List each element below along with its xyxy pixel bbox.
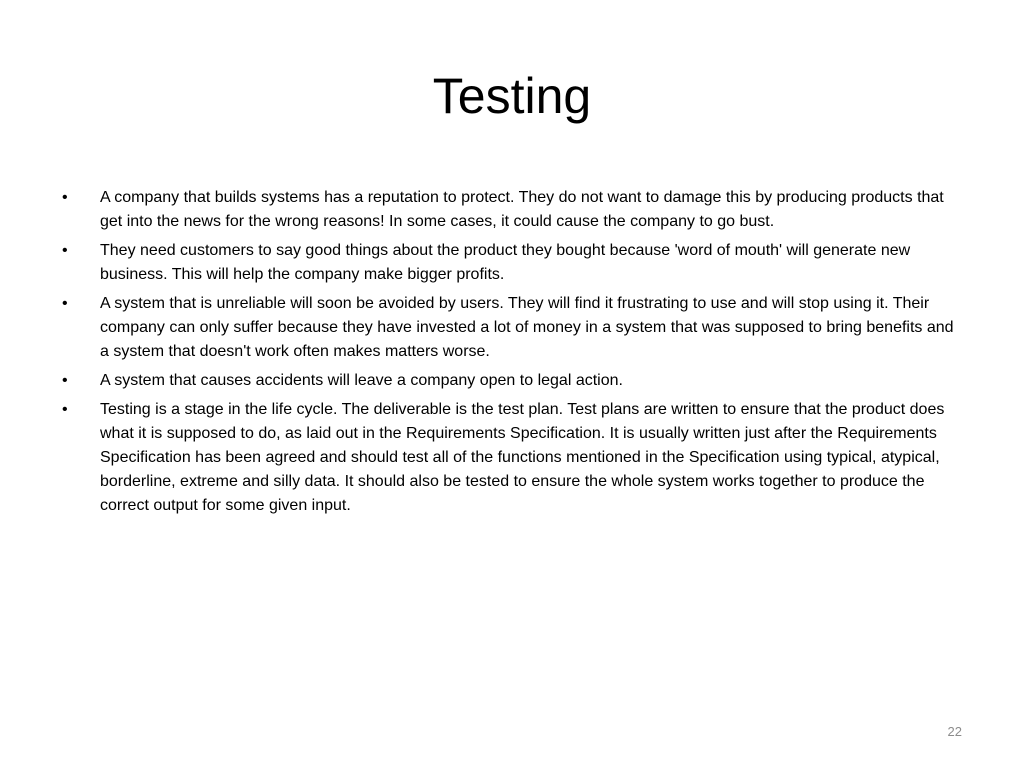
bullet-marker: • xyxy=(62,189,68,206)
bullet-text: They need customers to say good things about the product they bought because 'word of mouth' will generate new business. This will help the company make bigger profits. xyxy=(100,242,911,283)
bullet-item xyxy=(62,369,962,393)
bullet-marker: • xyxy=(62,242,68,259)
bullet-text: A system that causes accidents will leave a company open to legal action. xyxy=(100,372,623,389)
bullet-marker: • xyxy=(62,295,68,312)
bullet-text: A company that builds systems has a reputation to protect. They do not want to damage this by producing products that get into the news for the wrong reasons! In some cases, it could cause the company to go bust. xyxy=(100,189,944,230)
bullet-list xyxy=(62,186,962,523)
bullet-text: A system that is unreliable will soon be avoided by users. They will find it frustrating to use and will stop using it. Their company can only suffer because they have invested a lot of money in a system that was supposed to bring benefits and a system that doesn't work often makes matters worse. xyxy=(100,295,954,360)
bullet-item xyxy=(62,239,962,287)
bullet-item xyxy=(62,398,962,518)
bullet-text: Testing is a stage in the life cycle. The deliverable is the test plan. Test plans are written to ensure that the product does what it is supposed to do, as laid out in the Requirements Specification. It is usually written just after the Requirements Specification has been agreed and should test all of the functions mentioned in the Specification using typical, atypical, borderline, extreme and silly data. It should also be tested to ensure the whole system works together to produce the correct output for some given input. xyxy=(100,401,945,514)
bullet-marker: • xyxy=(62,401,68,418)
bullet-item xyxy=(62,186,962,234)
bullet-item xyxy=(62,292,962,364)
slide-title: Testing xyxy=(432,68,592,124)
slide-number: 22 xyxy=(947,724,962,739)
bullet-marker: • xyxy=(62,372,68,389)
